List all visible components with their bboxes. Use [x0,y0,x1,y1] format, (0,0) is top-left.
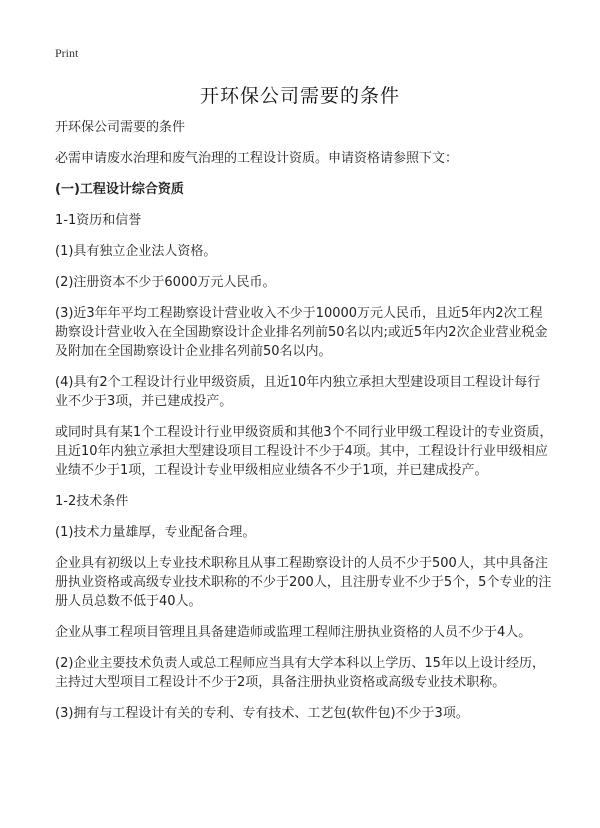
subsection-heading: 1-1资历和信誉 [55,213,142,228]
document-title: 开环保公司需要的条件 [199,85,400,107]
intro-heading: 开环保公司需要的条件 [55,120,186,135]
list-item: (3)近3年年平均工程勘察设计营业收入不少于10000万元人民币，且近5年内2次工程勘察设计营业收入在全国勘察设计企业排名列前50名以内;或近5年内2次企业营业税金及附加在全国勘察设计企业排名列前50名以内。 [55,306,548,359]
list-item: (3)拥有与工程设计有关的专利、专有技术、工艺包(软件包)不少于3项。 [55,706,469,721]
list-item: (2)注册资本不少于6000万元人民币。 [55,275,276,290]
list-item: (1)具有独立企业法人资格。 [55,244,217,259]
body-paragraph: 或同时具有某1个工程设计行业甲级资质和其他3个不同行业甲级工程设计的专业资质，且近10年内独立承担大型建设项目工程设计不少于4项。其中，工程设计行业甲级相应业绩不少于1项，工程设计专业甲级相应业绩各不少于1项，并已建成投产。 [55,425,553,478]
document-body [55,118,553,735]
print-label: Print [55,46,79,60]
body-paragraph: 企业从事工程项目管理且具备建造师或监理工程师注册执业资格的人员不少于4人。 [55,625,532,640]
section-heading: (一)工程设计综合资质 [55,182,184,197]
list-item: (1)技术力量雄厚，专业配备合理。 [55,525,256,540]
list-item: (2)企业主要技术负责人或总工程师应当具有大学本科以上学历、15年以上设计经历，主持过大型项目工程设计不少于2项，具备注册执业资格或高级专业技术职称。 [55,656,545,690]
list-item: (4)具有2个工程设计行业甲级资质，且近10年内独立承担大型建设项目工程设计每行业不少于3项，并已建成投产。 [55,375,541,409]
subsection-heading: 1-2技术条件 [55,494,129,509]
intro-paragraph: 必需申请废水治理和废气治理的工程设计资质。申请资格请参照下文： [55,151,459,166]
body-paragraph: 企业具有初级以上专业技术职称且从事工程勘察设计的人员不少于500人，其中具备注册执业资格或高级专业技术职称的不少于200人，且注册专业不少于5个，5个专业的注册人员总数不低于40人。 [55,556,552,609]
